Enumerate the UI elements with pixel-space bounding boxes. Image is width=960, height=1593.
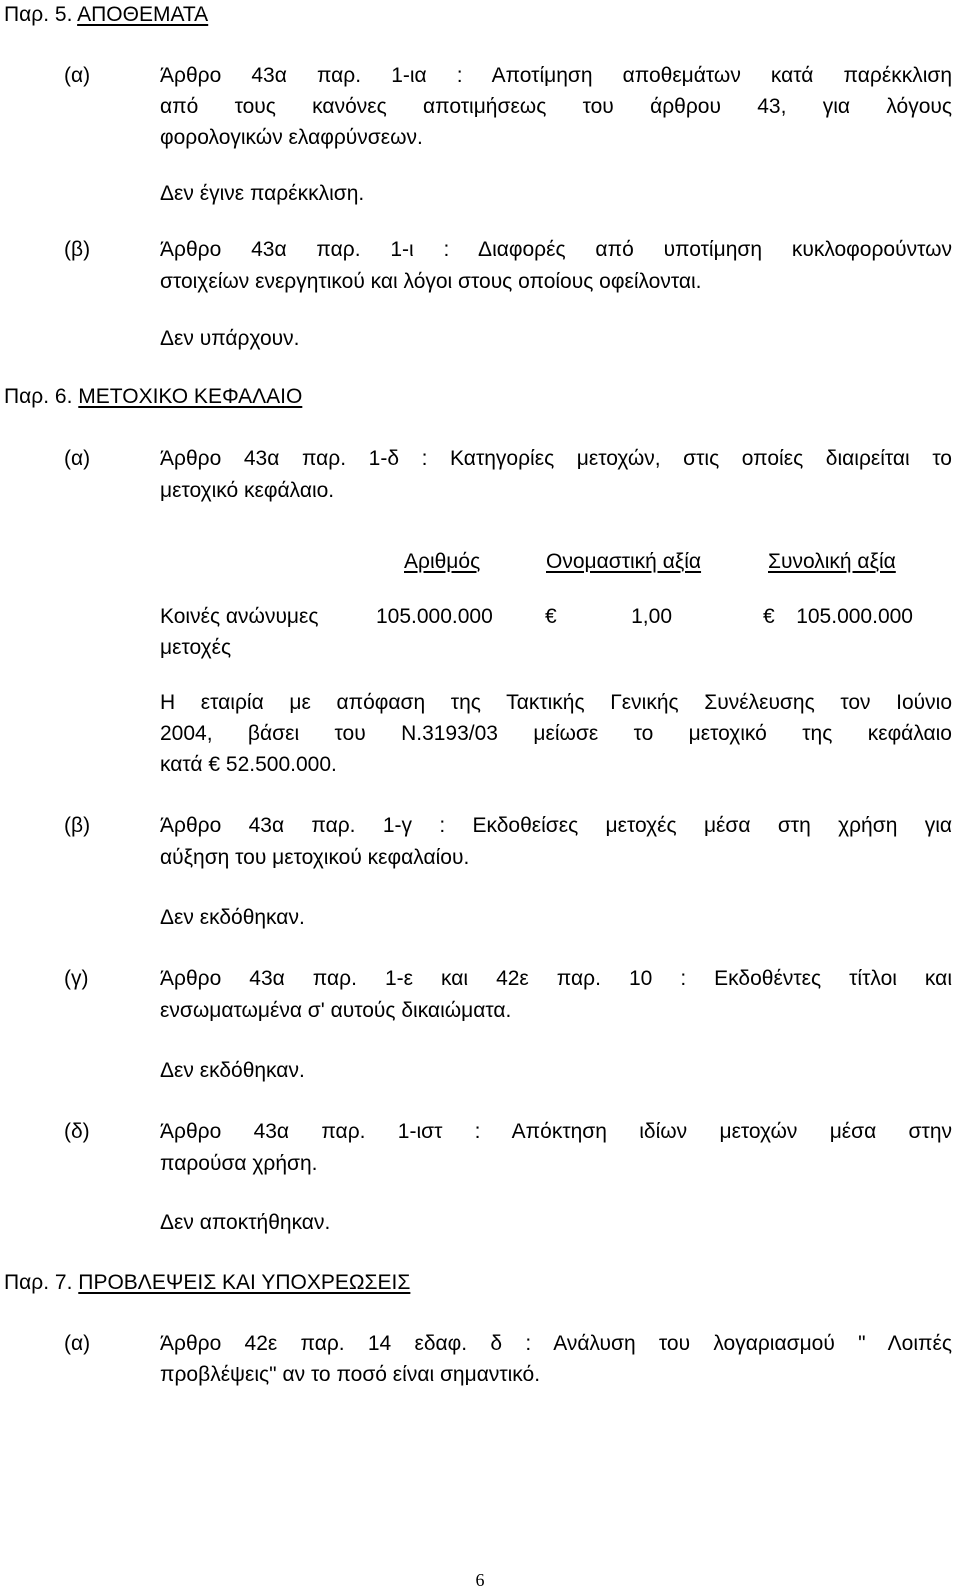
item-6b-line2: αύξηση του μετοχικού κεφαλαίου.: [160, 846, 470, 869]
capital-note-prefix: κατά: [160, 753, 203, 776]
section-5-prefix: Παρ. 5.: [4, 3, 73, 26]
section-5-title: ΑΠΟΘΕΜΑΤΑ: [77, 3, 209, 26]
item-5a-label: (α): [64, 64, 91, 87]
item-6a-line1: Άρθρο 43α παρ. 1-δ : Κατηγορίες μετοχών, στις οποίες διαιρείται το: [160, 447, 952, 470]
item-7a-label: (α): [64, 1332, 91, 1355]
euro-sign: €: [545, 605, 557, 628]
item-6a-line2: μετοχικό κεφάλαιο.: [160, 479, 335, 502]
item-5b-answer: Δεν υπάρχουν.: [160, 327, 300, 350]
section-5-heading: [4, 3, 208, 27]
item-5b-label: (β): [64, 238, 91, 261]
euro-sign: €: [208, 753, 221, 776]
section-6-prefix: Παρ. 6.: [4, 385, 73, 408]
item-6d-line1: Άρθρο 43α παρ. 1-ιστ : Απόκτηση ιδίων μετοχών μέσα στην: [160, 1120, 952, 1143]
capital-note-line2: 2004, βάσει του Ν.3193/03 μείωσε το μετοχικό της κεφάλαιο: [160, 722, 952, 745]
item-5a-line2: από τους κανόνες αποτιμήσεως του άρθρου 43, για λόγους: [160, 95, 952, 118]
item-6c-answer: Δεν εκδόθηκαν.: [160, 1059, 305, 1082]
item-5a-line1: Άρθρο 43α παρ. 1-ια : Αποτίμηση αποθεμάτων κατά παρέκκλιση: [160, 64, 952, 87]
item-7a-line1: Άρθρο 42ε παρ. 14 εδαφ. δ : Ανάλυση του λογαριασμού " Λοιπές: [160, 1332, 952, 1355]
table-row-label-line1: Κοινές ανώνυμες: [160, 605, 319, 628]
item-6c-line1: Άρθρο 43α παρ. 1-ε και 42ε παρ. 10 : Εκδοθέντες τίτλοι και: [160, 967, 952, 990]
section-6-title: ΜΕΤΟΧΙΚΟ ΚΕΦΑΛΑΙΟ: [78, 385, 303, 408]
table-cell-number: 105.000.000: [376, 605, 493, 628]
item-5b-line2: στοιχείων ενεργητικού και λόγοι στους οποίους οφείλονται.: [160, 270, 702, 293]
table-header-number: Αριθμός: [404, 550, 481, 573]
section-7-heading: [4, 1271, 410, 1295]
capital-note-line1: Η εταιρία με απόφαση της Τακτικής Γενικής Συνέλευσης τον Ιούνιο: [160, 691, 952, 714]
euro-sign: €: [763, 605, 775, 628]
item-6a-label: (α): [64, 447, 91, 470]
section-6-heading: [4, 385, 302, 409]
section-7-prefix: Παρ. 7.: [4, 1271, 73, 1294]
item-5a-line3: φορολογικών ελαφρύνσεων.: [160, 126, 423, 149]
item-6d-label: (δ): [64, 1120, 90, 1143]
item-6d-line2: παρούσα χρήση.: [160, 1152, 318, 1175]
item-6c-line2: ενσωματωμένα σ' αυτούς δικαιώματα.: [160, 999, 512, 1022]
table-row-label-line2: μετοχές: [160, 636, 232, 659]
table-cell-nominal: 1,00: [631, 605, 672, 628]
item-6b-line1: Άρθρο 43α παρ. 1-γ : Εκδοθείσες μετοχές μέσα στη χρήση για: [160, 814, 952, 837]
section-7-title: ΠΡΟΒΛΕΨΕΙΣ ΚΑΙ ΥΠΟΧΡΕΩΣΕΙΣ: [78, 1271, 411, 1294]
page-number: 6: [475, 1570, 485, 1590]
item-6b-label: (β): [64, 814, 91, 837]
table-header-total-value: Συνολική αξία: [768, 550, 896, 573]
item-5b-line1: Άρθρο 43α παρ. 1-ι : Διαφορές από υποτίμηση κυκλοφορούντων: [160, 238, 952, 261]
capital-note-line3: [160, 753, 337, 777]
capital-note-value: 52.500.000.: [225, 753, 337, 776]
table-cell-total: 105.000.000: [796, 605, 913, 628]
table-header-nominal-value: Ονομαστική αξία: [546, 550, 702, 573]
item-6b-answer: Δεν εκδόθηκαν.: [160, 906, 305, 929]
item-5a-answer: Δεν έγινε παρέκκλιση.: [160, 182, 365, 205]
item-6d-answer: Δεν αποκτήθηκαν.: [160, 1211, 331, 1234]
item-7a-line2: προβλέψεις" αν το ποσό είναι σημαντικό.: [160, 1363, 541, 1386]
item-6c-label: (γ): [64, 967, 89, 990]
